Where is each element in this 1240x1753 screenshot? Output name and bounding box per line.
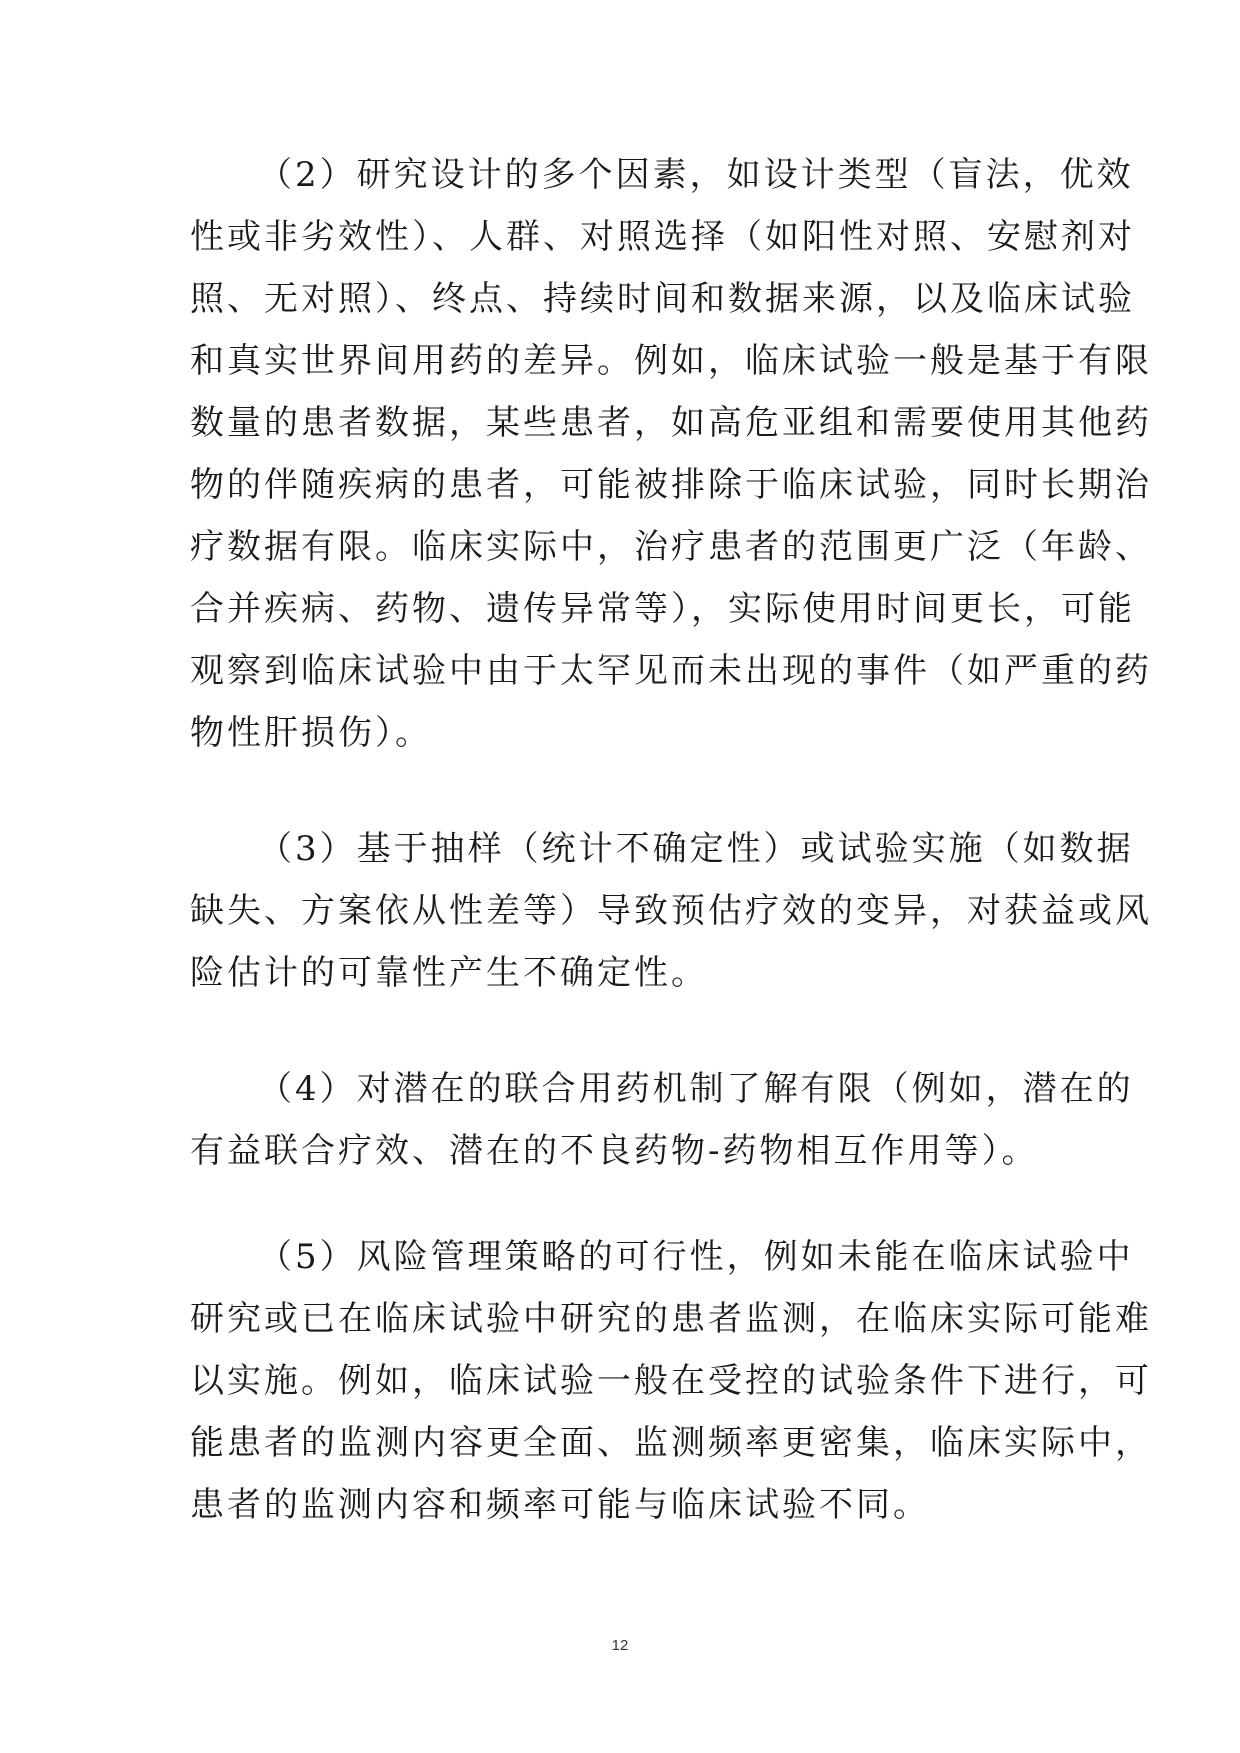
paragraph-3	[190, 818, 1152, 1004]
text-line: 患者的监测内容和频率可能与临床试验不同。	[190, 1485, 930, 1525]
text-line: （3）基于抽样（统计不确定性）或试验实施（如数据	[258, 829, 1134, 869]
text-line: 照、无对照）、终点、持续时间和数据来源，以及临床试验	[190, 279, 1135, 319]
text-line: 物性肝损伤）。	[190, 713, 432, 753]
text-line: 能患者的监测内容更全面、监测频率更密集，临床实际中，	[190, 1423, 1152, 1463]
paragraph-5	[190, 1226, 1152, 1536]
text-line: 有益联合疗效、潜在的不良药物-药物相互作用等）。	[190, 1131, 1039, 1171]
text-line: 性或非劣效性）、人群、对照选择（如阳性对照、安慰剂对	[190, 217, 1135, 257]
text-line: 以实施。例如，临床试验一般在受控的试验条件下进行，可	[190, 1361, 1152, 1401]
text-line: 险估计的可靠性产生不确定性。	[190, 953, 708, 993]
text-line: （4）对潜在的联合用药机制了解有限（例如，潜在的	[258, 1069, 1134, 1109]
text-line: 数量的患者数据，某些患者，如高危亚组和需要使用其他药	[190, 403, 1152, 443]
page-number: 12	[611, 1637, 629, 1654]
text-line: 物的伴随疾病的患者，可能被排除于临床试验，同时长期治	[190, 465, 1152, 505]
paragraph-2	[190, 144, 1152, 764]
text-line: 观察到临床试验中由于太罕见而未出现的事件（如严重的药	[190, 651, 1152, 691]
text-line: 研究或已在临床试验中研究的患者监测，在临床实际可能难	[190, 1299, 1152, 1339]
text-line: 疗数据有限。临床实际中，治疗患者的范围更广泛（年龄、	[190, 527, 1152, 567]
text-line: 合并疾病、药物、遗传异常等），实际使用时间更长，可能	[190, 589, 1135, 629]
text-line: 缺失、方案依从性差等）导致预估疗效的变异，对获益或风	[190, 891, 1152, 931]
paragraph-4	[190, 1058, 1134, 1182]
text-line: （2）研究设计的多个因素，如设计类型（盲法，优效	[258, 155, 1134, 195]
text-line: （5）风险管理策略的可行性，例如未能在临床试验中	[258, 1237, 1134, 1277]
text-line: 和真实世界间用药的差异。例如，临床试验一般是基于有限	[190, 341, 1152, 381]
